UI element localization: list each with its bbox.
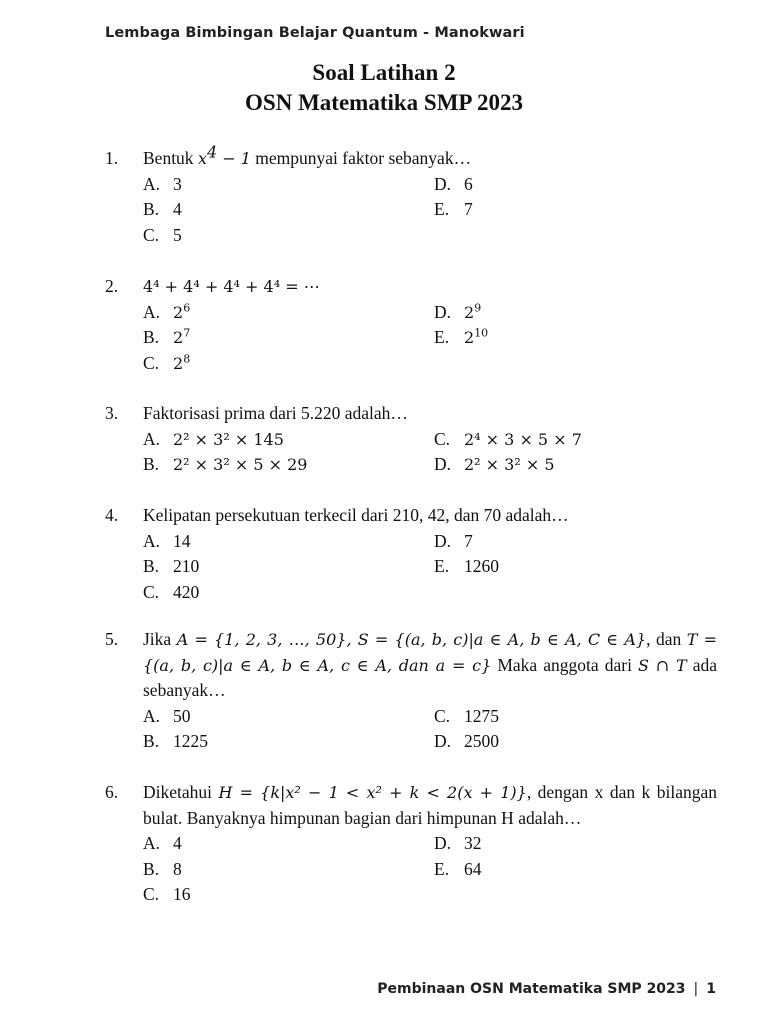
footer-separator: | [693,981,699,997]
page-number: 1 [706,981,716,997]
options [143,300,717,377]
document-subtitle: OSN Matematika SMP 2023 [245,90,523,115]
option-d[interactable]: D. $2^9$ [434,301,482,322]
option-c[interactable]: C. 1275 [434,705,499,726]
math-expression: H = {k|x² − 1 < x² + k < 2(x + 1)} [218,783,527,802]
option-c[interactable]: C. 420 [143,581,200,602]
option-e[interactable]: E. $2^{10}$ [434,326,489,347]
option-c[interactable]: C. $2^8$ [143,352,191,373]
option-b[interactable]: B. 1225 [143,731,208,751]
option-a[interactable]: A. 4 [143,833,182,853]
options [143,427,717,478]
option-c[interactable]: C. 16 [143,884,191,904]
option-d[interactable]: D. 7 [434,530,473,551]
question-1 [105,142,717,248]
option-a[interactable]: A. 14 [143,530,191,551]
question-number: 6. [105,782,119,802]
option-e[interactable]: E. 1260 [434,556,499,576]
question-number: 1. [105,148,119,168]
question-number: 4. [105,505,119,525]
question-stem: Kelipatan persekutuan terkecil dari 210, 42, dan 70 adalah… [143,505,569,525]
question-5 [105,627,717,755]
question-number: 5. [105,629,119,649]
option-d[interactable]: D. 32 [434,833,482,853]
option-a[interactable]: A. 2² × 3² × 145 [143,428,284,449]
options [143,529,717,606]
option-c[interactable]: C. 5 [143,224,182,245]
math-expression: S ∩ T [638,655,687,675]
option-e[interactable]: E. 7 [434,199,473,219]
math-expression: A = {1, 2, 3, …, 50}, S = {(a, b, c)|a ∈ A, b ∈ A, C ∈ A} [176,630,647,649]
option-e[interactable]: E. 64 [434,858,482,879]
option-a[interactable]: A. 50 [143,705,191,726]
question-6 [105,780,717,908]
options [143,704,717,755]
option-b[interactable]: B. 8 [143,858,182,879]
math-expression: $x^4 - 1$ [197,142,251,168]
options [143,172,717,249]
page-footer [377,981,716,997]
options [143,831,717,908]
option-c[interactable]: C. 2⁴ × 3 × 5 × 7 [434,428,582,449]
question-stem: Bentuk $x^4 - 1$ mempunyai faktor sebanyak… [143,142,472,168]
question-stem: Diketahui H = {k|x² − 1 < x² + k < 2(x + 1)}, dengan x dan k bilangan bulat. Banyaknya himpunan bagian dari himpunan H adalah… [143,782,718,828]
option-b[interactable]: B. $2^7$ [143,326,191,347]
question-stem: Faktorisasi prima dari 5.220 adalah… [143,403,408,423]
footer-text: Pembinaan OSN Matematika SMP 2023 [377,981,686,997]
option-a[interactable]: A. 3 [143,173,182,194]
question-3 [105,401,717,478]
question-4 [105,503,717,605]
question-number: 2. [105,276,119,296]
question-number: 3. [105,403,119,423]
header-institution: Lembaga Bimbingan Belajar Quantum - Manokwari [105,25,525,41]
question-2 [105,274,717,376]
option-b[interactable]: B. 2² × 3² × 5 × 29 [143,454,308,474]
option-a[interactable]: A. $2^6$ [143,301,191,322]
question-stem [143,274,717,300]
math-expression: 4⁴ + 4⁴ + 4⁴ + 4⁴ = ⋯ [143,277,320,296]
option-d[interactable]: D. 2² × 3² × 5 [434,454,555,474]
math-expression: T = {(a, b, c)|a ∈ A, b ∈ A, c ∈ A, dan a = c} [143,630,717,675]
option-b[interactable]: B. 210 [143,556,200,576]
option-d[interactable]: D. 2500 [434,731,499,751]
document-title: Soal Latihan 2 [312,60,456,85]
question-stem: Jika A = {1, 2, 3, …, 50}, S = {(a, b, c)|a ∈ A, b ∈ A, C ∈ A}, dan T = {(a, b, c)|a ∈ A, b ∈ A, c ∈ A, dan a = c} Maka anggota dari S ∩ T ada sebanyak… [143,629,717,700]
option-b[interactable]: B. 4 [143,199,182,219]
option-d[interactable]: D. 6 [434,173,473,194]
